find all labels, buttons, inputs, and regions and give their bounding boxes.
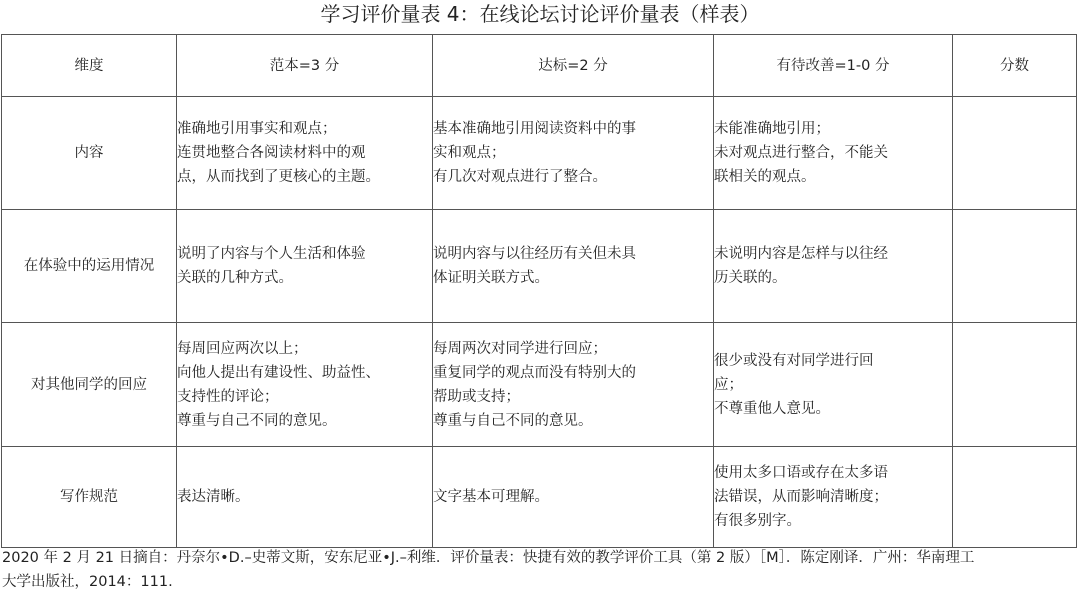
cell-line: 基本准确地引用阅读资料中的事 — [433, 121, 636, 137]
cell-line: 使用太多口语或存在太多语 — [714, 465, 888, 481]
cell-line: 历关联的。 — [714, 270, 787, 286]
header-needs-improvement: 有待改善=1-0 分 — [714, 35, 953, 97]
cell-line: 实和观点； — [433, 145, 506, 161]
proficient-cell — [433, 323, 714, 447]
cell-line: 不尊重他人意见。 — [714, 400, 830, 417]
cell-line: 重复同学的观点而没有特别大的 — [433, 364, 636, 381]
score-cell[interactable] — [953, 97, 1077, 210]
cell-line: 未能准确地引用； — [714, 121, 830, 137]
dimension-cell: 内容 — [2, 97, 177, 210]
exemplary-cell — [177, 210, 433, 323]
cell-line: 尊重与自己不同的意见。 — [433, 412, 593, 429]
header-exemplary: 范本=3 分 — [177, 35, 433, 97]
table-row — [2, 447, 1077, 548]
cell-line: 表达清晰。 — [177, 489, 250, 505]
needs-improvement-cell — [714, 97, 953, 210]
rubric-table — [1, 34, 1077, 548]
cell-line: 应； — [714, 376, 743, 393]
cell-line: 连贯地整合各阅读材料中的观 — [177, 145, 366, 161]
proficient-cell — [433, 447, 714, 548]
cell-line: 法错误，从而影响清晰度； — [714, 489, 888, 505]
cell-line: 说明内容与以往经历有关但未具 — [433, 246, 636, 262]
cell-line: 文字基本可理解。 — [433, 489, 549, 505]
page-title: 学习评价量表 4：在线论坛讨论评价量表（样表） — [320, 2, 760, 26]
cell-line: 关联的几种方式。 — [177, 270, 293, 286]
dimension-cell: 在体验中的运用情况 — [2, 210, 177, 323]
header-proficient: 达标=2 分 — [433, 35, 714, 97]
cell-line: 有很多别字。 — [714, 513, 801, 529]
table-row — [2, 97, 1077, 210]
cell-line: 体证明关联方式。 — [433, 270, 549, 286]
header-score: 分数 — [953, 35, 1077, 97]
dimension-cell: 写作规范 — [2, 447, 177, 548]
proficient-cell — [433, 210, 714, 323]
cell-line: 未对观点进行整合，不能关 — [714, 145, 888, 161]
citation-footer — [0, 546, 1080, 594]
cell-line: 说明了内容与个人生活和体验 — [177, 246, 366, 262]
needs-improvement-cell — [714, 447, 953, 548]
cell-line: 尊重与自己不同的意见。 — [177, 412, 337, 429]
cell-line: 很少或没有对同学进行回 — [714, 352, 874, 369]
citation-line: 2020 年 2 月 21 日摘自：丹奈尔•D.–史蒂文斯，安东尼亚•J.–利维．评价量表：快捷有效的教学评价工具（第 2 版）［M］．陈定刚译．广州：华南理工 — [2, 550, 975, 566]
table-row — [2, 210, 1077, 323]
score-cell[interactable] — [953, 323, 1077, 447]
needs-improvement-cell — [714, 210, 953, 323]
cell-line: 有几次对观点进行了整合。 — [433, 169, 607, 185]
proficient-cell — [433, 97, 714, 210]
cell-line: 点，从而找到了更核心的主题。 — [177, 169, 380, 185]
cell-line: 每周回应两次以上； — [177, 340, 308, 357]
score-cell[interactable] — [953, 447, 1077, 548]
cell-line: 向他人提出有建设性、助益性、 — [177, 364, 380, 381]
cell-line: 帮助或支持； — [433, 388, 520, 405]
header-row — [2, 35, 1077, 97]
needs-improvement-cell — [714, 323, 953, 447]
exemplary-cell — [177, 323, 433, 447]
citation-line: 大学出版社，2014：111. — [2, 574, 173, 590]
cell-line: 未说明内容是怎样与以往经 — [714, 246, 888, 262]
exemplary-cell — [177, 97, 433, 210]
score-cell[interactable] — [953, 210, 1077, 323]
cell-line: 支持性的评论； — [177, 388, 279, 405]
header-dimension: 维度 — [2, 35, 177, 97]
cell-line: 每周两次对同学进行回应； — [433, 340, 607, 357]
table-row — [2, 323, 1077, 447]
cell-line: 准确地引用事实和观点； — [177, 121, 337, 137]
exemplary-cell — [177, 447, 433, 548]
dimension-cell: 对其他同学的回应 — [2, 323, 177, 447]
cell-line: 联相关的观点。 — [714, 169, 816, 185]
